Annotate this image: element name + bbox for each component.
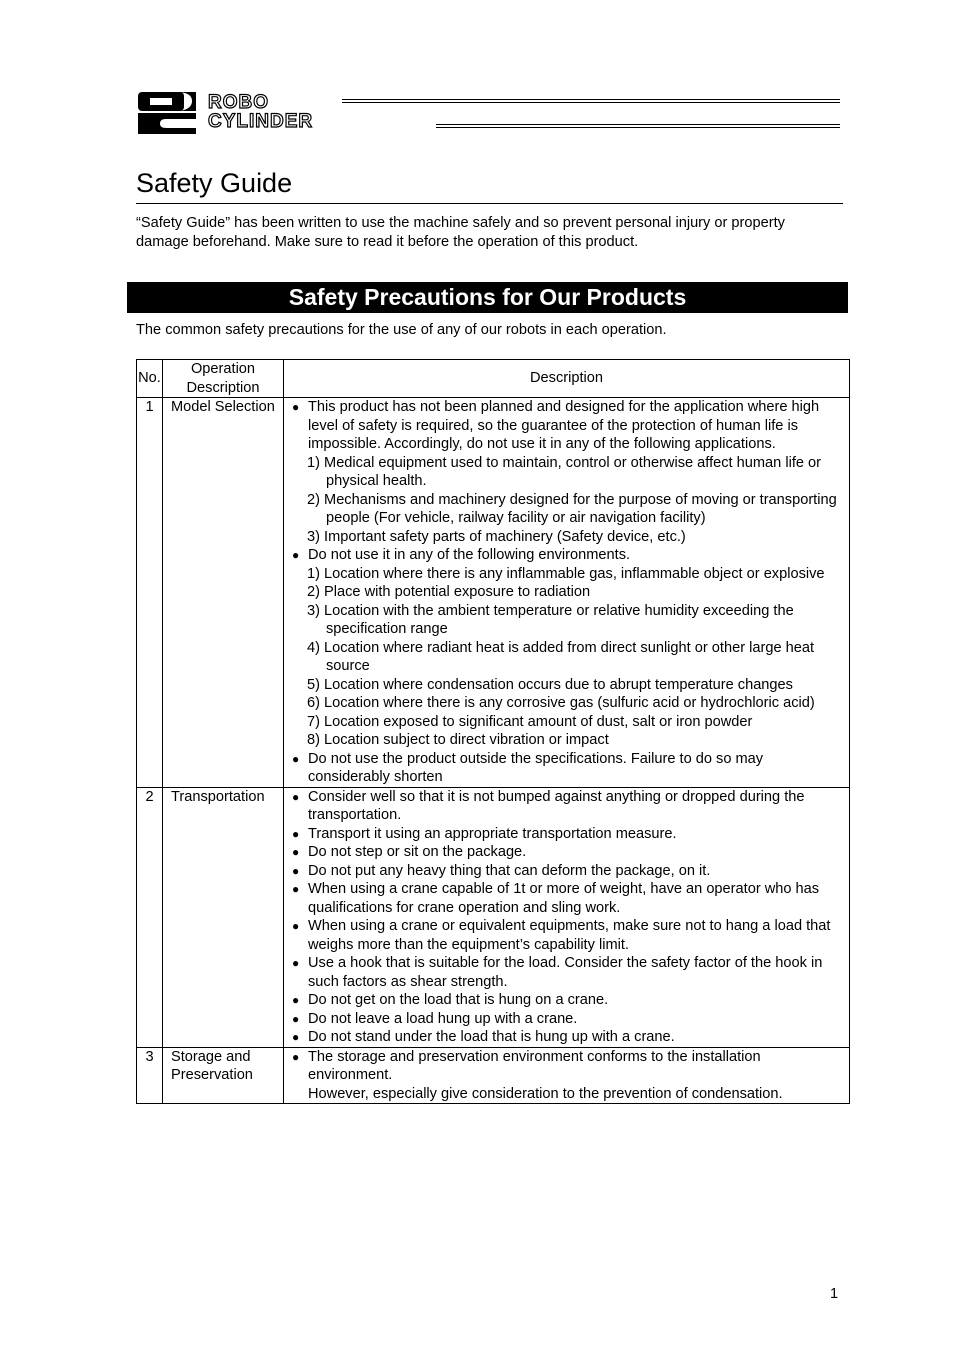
safety-table bbox=[136, 359, 850, 1104]
bullet-item: ● Transport it using an appropriate transportation measure. bbox=[292, 825, 841, 844]
bullet-item: ● Do not use it in any of the following environments. bbox=[292, 546, 841, 565]
title-divider bbox=[136, 203, 843, 204]
bullet-item: ● Do not leave a load hung up with a crane. bbox=[292, 1010, 841, 1029]
table-row bbox=[137, 398, 850, 788]
table-row bbox=[137, 1047, 850, 1104]
numbered-item: 7) Location exposed to significant amount of dust, salt or iron powder bbox=[307, 713, 753, 730]
row-number: 1 bbox=[137, 398, 163, 788]
row-number: 2 bbox=[137, 787, 163, 1047]
bullet-item: ● Do not stand under the load that is hung up with a crane. bbox=[292, 1028, 841, 1047]
bullet-item: ● When using a crane capable of 1t or more of weight, have an operator who has qualifications for crane operation and sling work. bbox=[292, 880, 841, 917]
row-number: 3 bbox=[137, 1047, 163, 1104]
bullet-item: ● Do not step or sit on the package. bbox=[292, 843, 841, 862]
numbered-item: 1) Location where there is any inflammable gas, inflammable object or explosive bbox=[307, 565, 825, 582]
numbered-item: 8) Location subject to direct vibration or impact bbox=[307, 732, 609, 748]
header-no: No. bbox=[137, 360, 163, 398]
bullet-item: ● Use a hook that is suitable for the load. Consider the safety factor of the hook in such factors as shear strength. bbox=[292, 954, 841, 991]
numbered-item: 2) Place with potential exposure to radiation bbox=[307, 584, 591, 600]
intro-paragraph: “Safety Guide” has been written to use the machine safely and so prevent personal injury or property damage beforehand. Make sure to read it before the operation of this product. bbox=[136, 215, 785, 250]
section-intro: The common safety precautions for the use of any of our robots in each operation. bbox=[136, 322, 667, 338]
header-description: Description bbox=[284, 360, 850, 398]
page-number: 1 bbox=[830, 1286, 839, 1302]
logo-text-cylinder: CYLINDER bbox=[208, 111, 314, 132]
logo-rule bbox=[436, 124, 840, 125]
robo-cylinder-logo bbox=[136, 90, 846, 138]
operation-description: Transportation bbox=[163, 787, 284, 1047]
bullet-item: ● Do not get on the load that is hung on a crane. bbox=[292, 991, 841, 1010]
logo-text-robo: ROBO bbox=[208, 92, 269, 113]
operation-description: Storage and Preservation bbox=[163, 1047, 284, 1104]
description-cell bbox=[284, 398, 850, 788]
operation-description: Model Selection bbox=[163, 398, 284, 788]
numbered-item: 6) Location where there is any corrosive gas (sulfuric acid or hydrochloric acid) bbox=[307, 695, 815, 711]
logo-rule bbox=[436, 127, 840, 128]
bullet-item: ● Do not use the product outside the specifications. Failure to do so may considerably shorten bbox=[292, 750, 841, 787]
numbered-item: 2) Mechanisms and machinery designed for the purpose of moving or transporting people (For vehicle, railway facility or air navigation facility) bbox=[307, 491, 837, 526]
continuation-text: However, especially give consideration to the prevention of condensation. bbox=[308, 1085, 783, 1102]
numbered-item: 3) Important safety parts of machinery (Safety device, etc.) bbox=[307, 528, 686, 545]
bullet-item: ● Consider well so that it is not bumped against anything or dropped during the transportation. bbox=[292, 788, 841, 825]
section-banner: Safety Precautions for Our Products bbox=[127, 282, 848, 313]
rc-logo-mark-icon bbox=[136, 90, 202, 136]
description-cell bbox=[284, 787, 850, 1047]
bullet-item: ● This product has not been planned and designed for the application where high level of safety is required, so the guarantee of the protection of human life is impossible. Accordingly, do not use it in any of the following applications. bbox=[292, 398, 841, 454]
numbered-item: 1) Medical equipment used to maintain, control or otherwise affect human life or physical health. bbox=[307, 454, 822, 489]
table-header-row bbox=[137, 360, 850, 398]
header-operation: Operation Description bbox=[163, 360, 284, 398]
numbered-item: 4) Location where radiant heat is added from direct sunlight or other large heat source bbox=[307, 639, 815, 674]
logo-rule bbox=[342, 102, 840, 103]
table-row bbox=[137, 787, 850, 1047]
description-cell bbox=[284, 1047, 850, 1104]
bullet-item: ● When using a crane or equivalent equipments, make sure not to hang a load that weighs more than the equipment’s capability limit. bbox=[292, 917, 841, 954]
logo-rule bbox=[342, 99, 840, 100]
page-title: Safety Guide bbox=[136, 168, 293, 198]
bullet-item: ● Do not put any heavy thing that can deform the package, on it. bbox=[292, 862, 841, 881]
numbered-item: 5) Location where condensation occurs due to abrupt temperature changes bbox=[307, 676, 793, 693]
bullet-item: ● The storage and preservation environment conforms to the installation environment. bbox=[292, 1048, 841, 1085]
numbered-item: 3) Location with the ambient temperature or relative humidity exceeding the specification range bbox=[307, 602, 794, 637]
